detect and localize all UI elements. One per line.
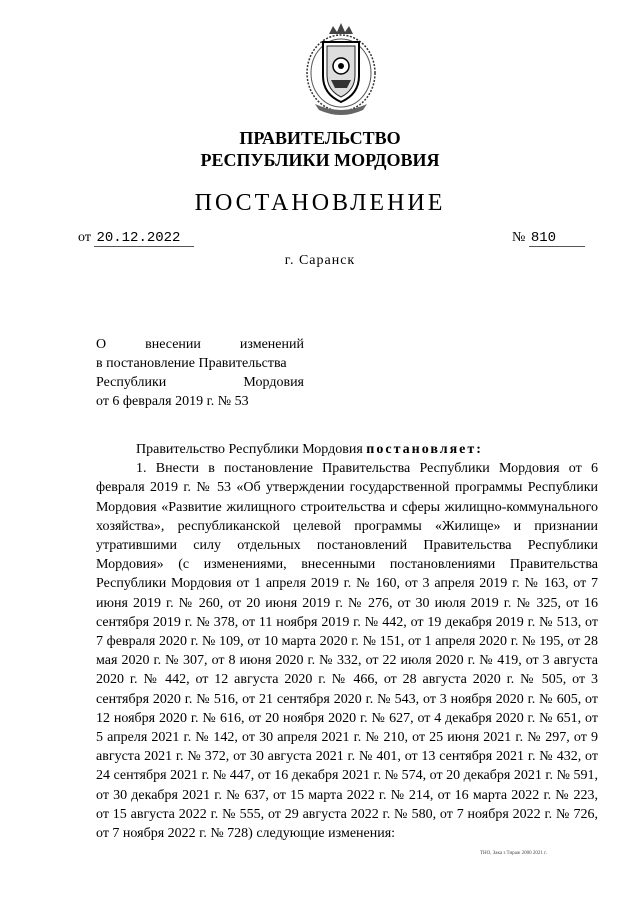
org-name-line1: ПРАВИТЕЛЬСТВО bbox=[239, 128, 401, 148]
print-mark: ТНО, Зака з Тираж 2000 2021 г. bbox=[480, 851, 547, 856]
intro-paragraph bbox=[96, 440, 598, 459]
number-prefix: № bbox=[512, 230, 526, 245]
number-value: 810 bbox=[529, 230, 585, 247]
org-name-line2: РЕСПУБЛИКИ МОРДОВИЯ bbox=[200, 150, 440, 170]
document-body bbox=[96, 440, 598, 843]
subject-line: Республики Мордовия bbox=[96, 375, 304, 390]
subject-line: О внесении изменений bbox=[96, 337, 304, 352]
date-value: 20.12.2022 bbox=[94, 230, 194, 247]
decree-word: постановляет: bbox=[366, 442, 483, 457]
intro-text: Правительство Республики Мордовия bbox=[136, 442, 363, 457]
date-field bbox=[78, 229, 194, 247]
paragraph-1: 1. Внести в постановление Правительства Республики Мордовия от 6 февраля 2019 г. № 53 «Об утверждении государственной программы Республики Мордовия «Развитие жилищного строительства и сферы жилищно-коммунального хозяйства», республиканской целевой программы «Жилище» и признании утратившими силу отдельных постановлений Правительства Республики Мордовия» (с изменениями, внесенными постановлениями Правительства Республики Мордовия от 1 апреля 2019 г. № 160, от 3 апреля 2019 г. № 163, от 7 июня 2019 г. № 260, от 20 июня 2019 г. № 276, от 30 июля 2019 г. № 325, от 16 сентября 2019 г. № 378, от 11 ноября 2019 г. № 442, от 19 декабря 2019 г. № 513, от 7 февраля 2020 г. № 109, от 10 марта 2020 г. № 151, от 1 апреля 2020 г. № 195, от 28 мая 2020 г. № 307, от 8 июня 2020 г. № 332, от 22 июля 2020 г. № 419, от 3 августа 2020 г. № 442, от 12 августа 2020 г. № 466, от 28 августа 2020 г. № 505, от 3 сентября 2020 г. № 516, от 21 сентября 2020 г. № 543, от 3 ноября 2020 г. № 605, от 12 ноября 2020 г. № 616, от 20 ноября 2020 г. № 627, от 4 декабря 2020 г. № 651, от 5 апреля 2021 г. № 142, от 30 апреля 2021 г. № 210, от 25 июня 2021 г. № 297, от 9 августа 2021 г. № 372, от 30 августа 2021 г. № 401, от 13 сентября 2021 г. № 432, от 24 сентября 2021 г. № 447, от 16 декабря 2021 г. № 574, от 20 декабря 2021 г. № 591, от 30 декабря 2021 г. № 637, от 15 марта 2022 г. № 214, от 16 марта 2022 г. № 223, от 15 августа 2022 г. № 555, от 29 августа 2022 г. № 580, от 7 ноября 2022 г. № 726, от 7 ноября 2022 г. № 728) следующие изменения: bbox=[96, 461, 598, 842]
date-prefix: от bbox=[78, 230, 91, 245]
subject-line: от 6 февраля 2019 г. № 53 bbox=[96, 394, 249, 409]
number-field bbox=[512, 229, 585, 247]
subject-line: в постановление Правительства bbox=[96, 356, 287, 371]
document-type-title: ПОСТАНОВЛЕНИЕ bbox=[194, 190, 446, 216]
coat-of-arms-emblem bbox=[301, 18, 381, 118]
subject-block bbox=[96, 335, 304, 411]
city-label: г. Саранск bbox=[284, 253, 356, 268]
